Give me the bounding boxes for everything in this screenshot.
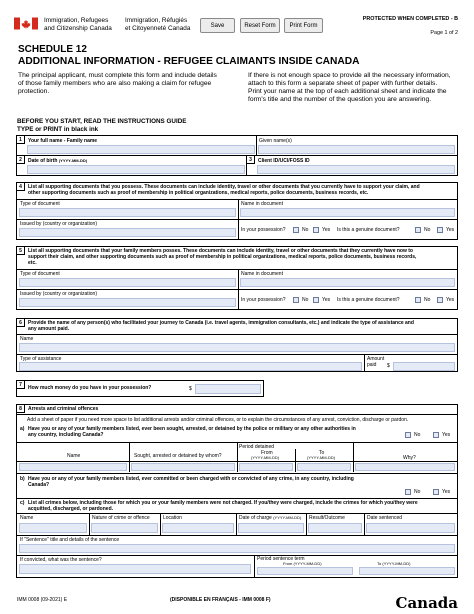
intro-right-line: If there is not enough space to provide all the necessary information,: [248, 72, 451, 79]
q2-q3-section: [16, 155, 458, 176]
crime-name-label: Name: [20, 515, 34, 521]
no-label: No: [414, 432, 421, 438]
arrest-to-field[interactable]: [297, 463, 351, 471]
assistance-type-field[interactable]: [19, 362, 362, 371]
col-from: From: [261, 450, 273, 456]
divider: [17, 555, 457, 556]
divider: [17, 535, 457, 536]
q1-number: 1: [17, 136, 25, 144]
q8a-text: [28, 426, 388, 438]
crime-nature-label: Nature of crime or offence: [92, 515, 150, 521]
instructions-note: [17, 118, 186, 133]
period-to-field[interactable]: [359, 567, 455, 575]
q5-section: [16, 246, 458, 310]
q8a-label: a): [20, 426, 25, 432]
intro-left: [18, 72, 236, 96]
q8a-no-checkbox[interactable]: [405, 432, 411, 438]
yes-label: Yes: [442, 432, 451, 438]
money-amount-field[interactable]: [195, 384, 261, 394]
period-from-field[interactable]: [257, 567, 353, 575]
department-name-en: [44, 17, 112, 32]
family-doc-name-field[interactable]: [240, 278, 455, 287]
convicted-field[interactable]: [19, 564, 251, 574]
intro-right-line: attach to this form a separate sheet of paper with further details.: [248, 80, 438, 87]
divider: [17, 414, 457, 415]
period-to-text: To: [377, 561, 382, 566]
charge-date-format: (YYYY-MM-DD): [273, 515, 302, 520]
divider: [256, 136, 257, 155]
intro-left-line: protection.: [18, 88, 50, 95]
q5-text-line: support their claim, and other supporting documents such as proof of membership in political organizations, medical reports, police documents, business records,: [28, 254, 417, 260]
possession-label: In your possession?: [241, 227, 286, 233]
divider: [17, 461, 457, 462]
family-possession-yes-checkbox[interactable]: [313, 297, 319, 303]
divider: [17, 199, 457, 200]
money-label: How much money do you have in your possession?: [28, 385, 152, 391]
q5-text: [28, 248, 456, 266]
family-issued-by-field[interactable]: [19, 298, 236, 307]
divider: [17, 513, 457, 514]
doc-type-label: Type of document: [20, 201, 60, 207]
assistance-type-label: Type of assistance: [20, 356, 62, 362]
divider: [89, 513, 90, 535]
q8b-no-checkbox[interactable]: [405, 489, 411, 495]
yes-label: Yes: [322, 297, 331, 303]
arrests-title: Arrests and criminal offences: [28, 406, 99, 412]
intro-left-line: The principal applicant, must complete this form and include details: [18, 72, 217, 79]
dob-label-text: Date of birth: [28, 158, 58, 164]
facilitator-name-label: Name: [20, 336, 34, 342]
currency-symbol: $: [387, 363, 390, 369]
family-doc-type-field[interactable]: [19, 278, 236, 287]
arrest-by-field[interactable]: [131, 463, 235, 471]
q8c-text-line: acquitted, discharged, or pardoned.: [28, 506, 114, 512]
divider: [17, 473, 457, 474]
facilitator-name-field[interactable]: [19, 343, 455, 352]
amount-paid-label: [367, 356, 384, 368]
q8-section: [16, 404, 458, 578]
q6-number: 6: [17, 319, 25, 327]
family-name-field[interactable]: [27, 145, 255, 154]
crime-location-label: Location: [163, 515, 182, 521]
print-form-button[interactable]: Print Form: [284, 18, 323, 33]
no-label: No: [424, 297, 431, 303]
yes-label: Yes: [446, 227, 455, 233]
page-number: Page 1 of 2: [430, 30, 458, 36]
period-from-text: From: [283, 561, 293, 566]
dob-format: (YYYY-MM-DD): [58, 158, 88, 163]
instructions-line1: BEFORE YOU START, READ THE INSTRUCTIONS GUIDE: [17, 118, 187, 125]
q5-text-line: List all supporting documents that your family members posses. These documents can include identity, travel or other documents that they currently have now to: [28, 248, 413, 254]
intro-right-line: form's title and the number of the question you are answering.: [248, 96, 432, 103]
col-period: Period detained: [239, 444, 275, 450]
col-to-format: (YYYY-MM-DD): [307, 455, 336, 460]
q8b-text-line: Canada?: [28, 482, 50, 488]
q8-number: 8: [17, 405, 25, 413]
dob-label: [28, 158, 87, 164]
q4-number: 4: [17, 183, 25, 191]
q4-text: [28, 184, 456, 196]
no-label: No: [414, 489, 421, 495]
possession-yes-checkbox[interactable]: [313, 227, 319, 233]
period-from-format: (YYYY-MM-DD): [293, 561, 322, 566]
family-possession-no-checkbox[interactable]: [293, 297, 299, 303]
q4-text-line: List all supporting documents that you possess. These documents can include identity, travel or other documents that you currently have to support your claim, and: [28, 184, 420, 190]
sentence-date-field[interactable]: [366, 523, 455, 533]
issued-by-label: Issued by (country or organization): [20, 221, 97, 227]
q7-section: [16, 380, 264, 397]
amount-paid-field[interactable]: [393, 362, 455, 371]
family-name-label: Your full name - Family name: [28, 138, 98, 144]
divider: [17, 354, 457, 355]
arrest-name-field[interactable]: [19, 463, 127, 471]
no-label: No: [424, 227, 431, 233]
crime-nature-field[interactable]: [91, 523, 158, 533]
q7-number: 7: [17, 381, 25, 389]
form-title: ADDITIONAL INFORMATION - REFUGEE CLAIMANTS INSIDE CANADA: [18, 56, 360, 67]
divider: [17, 289, 457, 290]
genuine-label: Is this a genuine document?: [337, 297, 400, 303]
charge-date-text: Date of charge: [239, 515, 272, 521]
crime-location-field[interactable]: [162, 523, 234, 533]
intro-right: [248, 72, 463, 104]
q8a-text-line: Have you or any of your family members listed, ever been sought, arrested, or detained by the police or military or any other authorities in: [28, 426, 356, 432]
no-label: No: [302, 297, 309, 303]
genuine-label: Is this a genuine document?: [337, 227, 400, 233]
divider: [236, 513, 237, 535]
col-to: To: [319, 450, 325, 456]
family-genuine-no-checkbox[interactable]: [415, 297, 421, 303]
french-availability: (DISPONIBLE EN FRANÇAIS - IMM 0008 F): [170, 597, 271, 603]
q5-text-line: etc.: [28, 260, 37, 266]
col-sought: Sought, arrested or detained by whom?: [134, 453, 222, 459]
canada-wordmark: Canada: [395, 594, 458, 612]
q8b-text-line: Have you or any of your family members listed, ever committed or been charged with or convicted of any crime, in any country, including: [28, 476, 354, 482]
intro-right-line: Print your name at the top of each additional sheet and indicate the: [248, 88, 447, 95]
divider: [306, 513, 307, 535]
issued-by-field[interactable]: [19, 228, 236, 237]
period-term-label: Period sentence term: [257, 556, 305, 562]
doc-type-label: Type of document: [20, 271, 60, 277]
q8a-text-line: any country, including Canada?: [28, 432, 104, 438]
given-name-field[interactable]: [258, 145, 455, 154]
col-name: Name: [67, 453, 81, 459]
divider: [17, 334, 457, 335]
q2-number: 2: [17, 156, 25, 164]
q8c-text: [28, 500, 456, 512]
currency-symbol: $: [189, 386, 192, 392]
divider: [17, 498, 457, 499]
charge-date-field[interactable]: [238, 523, 304, 533]
possession-label: In your possession?: [241, 297, 286, 303]
dept-en-line2: and Citizenship Canada: [44, 24, 112, 32]
divider: [364, 354, 365, 371]
client-id-label: Client ID/UCI/FOSS ID: [258, 158, 310, 164]
q4-text-line: other supporting documents such as proof of membership in political organizations, medical reports, police documents, business records, etc.: [28, 190, 369, 196]
genuine-no-checkbox[interactable]: [415, 227, 421, 233]
dept-en-line1: Immigration, Refugees: [44, 17, 109, 24]
divider: [353, 442, 354, 472]
doc-name-field[interactable]: [240, 208, 455, 217]
q1-section: [16, 135, 458, 156]
family-genuine-yes-checkbox[interactable]: [437, 297, 443, 303]
convicted-label: If convicted, what was the sentence?: [20, 557, 102, 563]
save-button[interactable]: Save: [200, 18, 235, 33]
dept-fr-line2: et Citoyenneté Canada: [125, 24, 191, 32]
amount-label-line: paid: [367, 362, 377, 368]
crime-name-field[interactable]: [19, 523, 87, 533]
q8a-yes-checkbox[interactable]: [433, 432, 439, 438]
possession-no-checkbox[interactable]: [293, 227, 299, 233]
q8c-label: c): [20, 500, 25, 506]
date-of-birth-field[interactable]: [27, 165, 245, 174]
result-field[interactable]: [308, 523, 362, 533]
q8b-label: b): [20, 476, 25, 482]
q3-number: 3: [247, 156, 255, 164]
divider: [237, 442, 238, 472]
doc-name-label: Name in document: [241, 271, 283, 277]
divider: [17, 219, 457, 220]
q8c-text-line: List all crimes below, including those for which you or your family members were not charged. If you/they were charged, include the crimes for which you/they were: [28, 500, 418, 506]
doc-name-label: Name in document: [241, 201, 283, 207]
result-label: Result/Outcome: [309, 515, 345, 521]
instructions-line2: TYPE or PRINT in black ink: [17, 125, 99, 133]
q6-text-line: Provide the name of any person(s) who facilitated your journey to Canada (i.e. travel agents, immigration consultants, etc.) and indicate the type of assistance and: [28, 320, 414, 326]
q4-section: [16, 182, 458, 240]
form-id: IMM 0008 (09-2021) E: [17, 597, 68, 603]
q5-number: 5: [17, 247, 25, 255]
yes-label: Yes: [442, 489, 451, 495]
arrest-why-field[interactable]: [355, 463, 455, 471]
q6-text: [28, 320, 456, 332]
reset-form-button[interactable]: Reset Form: [240, 18, 280, 33]
sentence-title-field[interactable]: [19, 544, 455, 553]
q6-section: [16, 318, 458, 372]
genuine-yes-checkbox[interactable]: [437, 227, 443, 233]
q8b-yes-checkbox[interactable]: [433, 489, 439, 495]
yes-label: Yes: [446, 297, 455, 303]
department-name-fr: [125, 17, 190, 32]
doc-type-field[interactable]: [19, 208, 236, 217]
divider: [17, 269, 457, 270]
dept-fr-line1: Immigration, Réfugiés: [125, 17, 188, 24]
q8b-text: [28, 476, 388, 488]
period-to-format: (YYYY-MM-DD): [382, 561, 411, 566]
q6-text-line: any amount paid.: [28, 326, 70, 332]
amount-label-line: Amount: [367, 356, 385, 362]
divider: [364, 513, 365, 535]
client-id-field[interactable]: [257, 165, 455, 174]
issued-by-label: Issued by (country or organization): [20, 291, 97, 297]
sheet-note: Add a sheet of paper if you need more space to list additional arrests and/or criminal offences, or to explain the circumstances of any arrest, conviction, discharge or pardon.: [27, 417, 409, 423]
sentence-date-label: Date sentenced: [367, 515, 403, 521]
no-label: No: [302, 227, 309, 233]
yes-label: Yes: [322, 227, 331, 233]
sentence-title-label: If "Sentence" title and details of the sentence: [20, 537, 120, 543]
arrest-from-field[interactable]: [239, 463, 293, 471]
intro-left-line: of those family members who are also making a claim for refugee: [18, 80, 212, 87]
col-why: Why?: [403, 455, 416, 461]
divider: [160, 513, 161, 535]
given-name-label: Given name(s): [259, 138, 292, 144]
charge-date-label: [239, 515, 301, 521]
canada-flag-icon: [14, 17, 38, 30]
col-from-format: (YYYY-MM-DD): [251, 455, 280, 460]
divider: [129, 442, 130, 472]
divider: [254, 555, 255, 577]
protected-notice: PROTECTED WHEN COMPLETED - B: [362, 16, 458, 22]
schedule-title: SCHEDULE 12: [18, 44, 87, 55]
